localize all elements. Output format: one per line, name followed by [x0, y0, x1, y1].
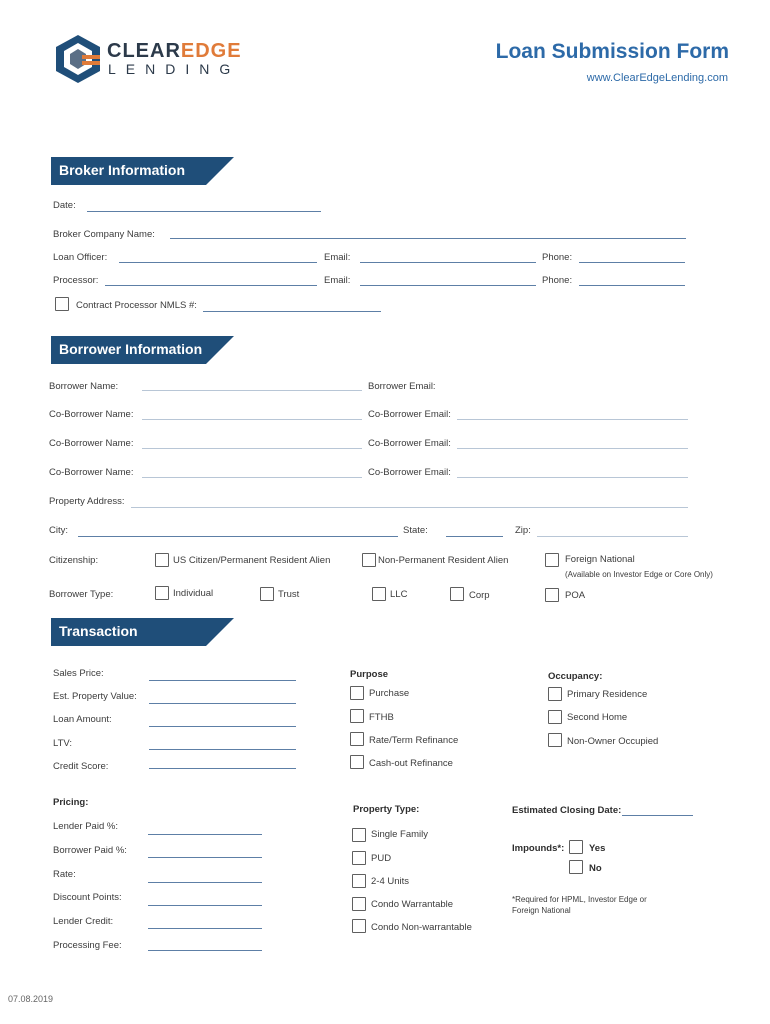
- processing-fee-field[interactable]: [148, 950, 262, 951]
- primary-residence-label: Primary Residence: [567, 689, 648, 700]
- city-label: City:: [49, 525, 68, 536]
- rate-label: Rate:: [53, 869, 76, 880]
- llc-label: LLC: [390, 589, 408, 600]
- broker-section-banner: [51, 157, 234, 185]
- borrower-paid-field[interactable]: [148, 857, 262, 858]
- sales-price-label: Sales Price:: [53, 668, 104, 679]
- state-label: State:: [403, 525, 428, 536]
- loan-amount-field[interactable]: [149, 726, 296, 727]
- credit-score-field[interactable]: [149, 768, 296, 769]
- purchase-checkbox[interactable]: [350, 686, 364, 700]
- trust-checkbox[interactable]: [260, 587, 274, 601]
- processor-phone-label: Phone:: [542, 275, 573, 286]
- two-four-units-checkbox[interactable]: [352, 874, 366, 888]
- cash-out-refinance-checkbox[interactable]: [350, 755, 364, 769]
- processor-email-label: Email:: [324, 275, 351, 286]
- transaction-section-banner: [51, 618, 234, 646]
- contract-processor-label: Contract Processor NMLS #:: [76, 300, 197, 311]
- lender-paid-label: Lender Paid %:: [53, 821, 118, 832]
- impounds-footnote-line1: *Required for HPML, Investor Edge or: [512, 895, 647, 904]
- borrower-name-field[interactable]: [142, 390, 362, 391]
- foreign-national-note: (Available on Investor Edge or Core Only): [565, 570, 713, 579]
- est-property-value-label: Est. Property Value:: [53, 691, 137, 702]
- loan-officer-field[interactable]: [119, 262, 317, 263]
- lender-credit-label: Lender Credit:: [53, 916, 114, 927]
- processor-label: Processor:: [53, 275, 99, 286]
- co-borrower-name-label: Co-Borrower Name:: [49, 467, 134, 478]
- borrower-email-label: Borrower Email:: [368, 381, 436, 392]
- broker-company-field[interactable]: [170, 238, 686, 239]
- citizenship-label: Citizenship:: [49, 555, 99, 566]
- impounds-footnote-line2: Foreign National: [512, 906, 571, 915]
- purpose-heading: Purpose: [350, 669, 389, 680]
- logo-wordmark: [107, 40, 242, 63]
- contract-processor-nmls-field[interactable]: [203, 311, 381, 312]
- rate-term-refinance-checkbox[interactable]: [350, 732, 364, 746]
- borrower-name-label: Borrower Name:: [49, 381, 119, 392]
- logo-mark-icon: [52, 33, 104, 85]
- ltv-field[interactable]: [149, 749, 296, 750]
- co-borrower-name-label: Co-Borrower Name:: [49, 438, 134, 449]
- foreign-national-label: Foreign National: [565, 554, 635, 565]
- co-borrower-name-label: Co-Borrower Name:: [49, 409, 134, 420]
- llc-checkbox[interactable]: [372, 587, 386, 601]
- pricing-heading: Pricing:: [53, 797, 89, 808]
- broker-company-label: Broker Company Name:: [53, 229, 155, 240]
- borrower-section-banner: [51, 336, 234, 364]
- co-borrower-name-field[interactable]: [142, 448, 362, 449]
- logo-clear: CLEAR: [107, 40, 181, 62]
- rate-term-refinance-label: Rate/Term Refinance: [369, 735, 459, 746]
- closing-date-label: Estimated Closing Date:: [512, 805, 622, 816]
- second-home-label: Second Home: [567, 712, 628, 723]
- co-borrower-name-field[interactable]: [142, 419, 362, 420]
- impounds-no-label: No: [589, 863, 602, 874]
- primary-residence-checkbox[interactable]: [548, 687, 562, 701]
- single-family-label: Single Family: [371, 829, 429, 840]
- rate-field[interactable]: [148, 882, 262, 883]
- property-type-heading: Property Type:: [353, 804, 420, 815]
- condo-non-warrantable-checkbox[interactable]: [352, 919, 366, 933]
- lender-credit-field[interactable]: [148, 928, 262, 929]
- est-property-value-field[interactable]: [149, 703, 296, 704]
- condo-non-warrantable-label: Condo Non-warrantable: [371, 922, 472, 933]
- broker-section-title: Broker Information: [59, 162, 186, 178]
- ltv-label: LTV:: [53, 738, 73, 749]
- cash-out-refinance-label: Cash-out Refinance: [369, 758, 453, 769]
- foreign-national-checkbox[interactable]: [545, 553, 559, 567]
- impounds-label: Impounds*:: [512, 843, 565, 854]
- borrower-section-title: Borrower Information: [59, 341, 203, 357]
- second-home-checkbox[interactable]: [548, 710, 562, 724]
- processor-field[interactable]: [105, 285, 317, 286]
- corp-checkbox[interactable]: [450, 587, 464, 601]
- state-field[interactable]: [446, 536, 503, 537]
- date-field[interactable]: [87, 211, 321, 212]
- co-borrower-email-label: Co-Borrower Email:: [368, 438, 451, 449]
- condo-warrantable-checkbox[interactable]: [352, 897, 366, 911]
- discount-points-field[interactable]: [148, 905, 262, 906]
- discount-points-label: Discount Points:: [53, 892, 122, 903]
- co-borrower-email-field[interactable]: [457, 448, 688, 449]
- us-citizen-checkbox[interactable]: [155, 553, 169, 567]
- borrower-type-label: Borrower Type:: [49, 589, 114, 600]
- property-address-label: Property Address:: [49, 496, 125, 507]
- loan-officer-email-field[interactable]: [360, 262, 536, 263]
- purchase-label: Purchase: [369, 688, 410, 699]
- non-permanent-resident-label: Non-Permanent Resident Alien: [378, 555, 509, 566]
- zip-field[interactable]: [537, 536, 688, 537]
- date-label: Date:: [53, 200, 76, 211]
- page-title: Loan Submission Form: [495, 40, 729, 63]
- non-owner-occupied-label: Non-Owner Occupied: [567, 736, 659, 747]
- individual-checkbox[interactable]: [155, 586, 169, 600]
- occupancy-heading: Occupancy:: [548, 671, 603, 682]
- processor-phone-field[interactable]: [579, 285, 685, 286]
- co-borrower-email-label: Co-Borrower Email:: [368, 467, 451, 478]
- loan-officer-phone-field[interactable]: [579, 262, 685, 263]
- sales-price-field[interactable]: [149, 680, 296, 681]
- co-borrower-email-field[interactable]: [457, 419, 688, 420]
- processing-fee-label: Processing Fee:: [53, 940, 122, 951]
- loan-officer-label: Loan Officer:: [53, 252, 108, 263]
- us-citizen-label: US Citizen/Permanent Resident Alien: [173, 555, 331, 566]
- trust-label: Trust: [278, 589, 300, 600]
- website-link[interactable]: www.ClearEdgeLending.com: [586, 72, 728, 84]
- pud-checkbox[interactable]: [352, 851, 366, 865]
- co-borrower-email-field[interactable]: [457, 477, 688, 478]
- revision-date: 07.08.2019: [8, 994, 54, 1004]
- poa-label: POA: [565, 590, 586, 601]
- fthb-label: FTHB: [369, 712, 394, 723]
- impounds-yes-checkbox[interactable]: [569, 840, 583, 854]
- non-permanent-resident-checkbox[interactable]: [362, 553, 376, 567]
- loan-officer-email-label: Email:: [324, 252, 351, 263]
- borrower-paid-label: Borrower Paid %:: [53, 845, 127, 856]
- condo-warrantable-label: Condo Warrantable: [371, 899, 454, 910]
- transaction-section-title: Transaction: [59, 623, 138, 639]
- processor-email-field[interactable]: [360, 285, 536, 286]
- loan-amount-label: Loan Amount:: [53, 714, 112, 725]
- credit-score-label: Credit Score:: [53, 761, 109, 772]
- closing-date-field[interactable]: [622, 815, 693, 816]
- pud-label: PUD: [371, 853, 392, 864]
- loan-officer-phone-label: Phone:: [542, 252, 573, 263]
- non-owner-occupied-checkbox[interactable]: [548, 733, 562, 747]
- lender-paid-field[interactable]: [148, 834, 262, 835]
- corp-label: Corp: [469, 590, 490, 601]
- city-field[interactable]: [78, 536, 398, 537]
- contract-processor-checkbox[interactable]: [55, 297, 69, 311]
- logo-lending: LENDING: [108, 61, 241, 77]
- logo-edge: EDGE: [180, 40, 242, 62]
- poa-checkbox[interactable]: [545, 588, 559, 602]
- impounds-yes-label: Yes: [589, 843, 606, 854]
- co-borrower-email-label: Co-Borrower Email:: [368, 409, 451, 420]
- individual-label: Individual: [173, 588, 214, 599]
- co-borrower-name-field[interactable]: [142, 477, 362, 478]
- property-address-field[interactable]: [131, 507, 688, 508]
- impounds-no-checkbox[interactable]: [569, 860, 583, 874]
- fthb-checkbox[interactable]: [350, 709, 364, 723]
- zip-label: Zip:: [515, 525, 531, 536]
- two-four-units-label: 2-4 Units: [371, 876, 410, 887]
- single-family-checkbox[interactable]: [352, 828, 366, 842]
